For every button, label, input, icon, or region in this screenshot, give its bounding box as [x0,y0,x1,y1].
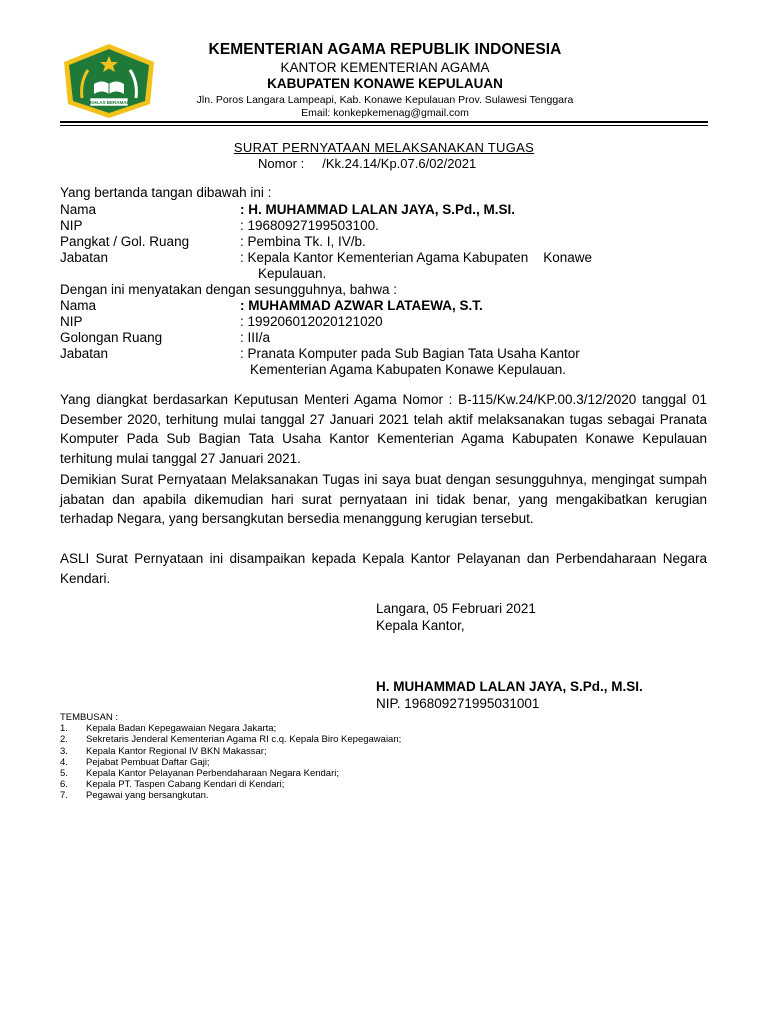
carbon-copy-list [60,712,401,802]
letter-number-label: Nomor : [258,156,305,171]
letter-title-block [0,139,768,157]
office-address: Jln. Poros Langara Lampeapi, Kab. Konawe Kepulauan Prov. Sulawesi Tenggara [196,94,574,106]
signature-name: H. MUHAMMAD LALAN JAYA, S.Pd., M.SI. [376,679,643,694]
body-paragraph-2: Demikian Surat Pernyataan Melaksanakan Tugas ini saya buat dengan sesungguhnya, mengingat sumpah jabatan dan apabila dikemudian hari surat pernyataan ini tidak benar, yang mengakibatkan kerugian terhadap Negara, yang bersangkutan bersedia menanggung kerugian tersebut. [60,472,707,526]
subject-intro: Dengan ini menyatakan dengan sesungguhnya, bahwa : [60,282,397,297]
signer-position-label: Jabatan [60,250,109,265]
kemenag-emblem-icon [60,42,158,120]
body-paragraph-1: Yang diangkat berdasarkan Keputusan Menteri Agama Nomor : B-115/Kw.24/KP.00.3/12/2020 tanggal 01 Desember 2020, terhitung mulai tanggal 27 Januari 2021 telah aktif melaksanakan tugas sebagai Pranata Komputer Pada Sub Bagian Tata Usaha Kantor Kementerian Agama Kabupaten Konawe Kepulauan terhitung mulai tanggal 27 Januari 2021. [60,392,707,466]
signer-rank-label: Pangkat / Gol. Ruang [60,234,190,249]
subject-name-label: Nama [60,298,97,313]
signer-nip-label: NIP [60,218,83,233]
signature-nip: NIP. 196809271995031001 [376,696,540,711]
list-item: 2. Sekretaris Jenderal Kementerian Agama RI c.q. Kepala Biro Kepegawaian; [60,734,402,746]
subject-grade-label: Golongan Ruang [60,330,163,345]
signature-place-date: Langara, 05 Februari 2021 [376,601,536,616]
subject-nip-label: NIP [60,314,83,329]
list-item: 6. Kepala PT. Taspen Cabang Kendari di Kendari; [60,779,285,791]
signer-nip-value: : 19680927199503100. [240,218,379,233]
signer-name-value: : H. MUHAMMAD LALAN JAYA, S.Pd., M.SI. [240,202,516,217]
signer-position-value: : Kepala Kantor Kementerian Agama Kabupaten Konawe [240,250,592,265]
regency-name: KABUPATEN KONAWE KEPULAUAN [267,76,503,91]
body-paragraph-3: ASLI Surat Pernyataan ini disampaikan kepada Kepala Kantor Pelayanan dan Perbendaharaan Negara Kendari. [60,551,707,586]
list-item: 1. Kepala Badan Kepegawaian Negara Jakarta; [60,723,277,735]
letterhead [160,40,610,120]
ministry-name: KEMENTERIAN AGAMA REPUBLIK INDONESIA [208,41,562,58]
subject-position-label: Jabatan [60,346,109,361]
subject-position-value-cont: Kementerian Agama Kabupaten Konawe Kepulauan. [250,362,566,377]
letterhead-rule-thick [60,121,708,123]
logo-ribbon-text: IKHLAS BERAMAL [88,100,130,105]
carbon-copy-items [60,723,401,801]
list-item: 3. Kepala Kantor Regional IV BKN Makassar; [60,745,267,757]
subject-nip-value: : 199206012020121020 [240,314,383,329]
subject-name-value: : MUHAMMAD AZWAR LATAEWA, S.T. [240,298,483,313]
office-name: KANTOR KEMENTERIAN AGAMA [280,60,490,75]
signer-intro: Yang bertanda tangan dibawah ini : [60,185,272,200]
office-email: Email: konkepkemenag@gmail.com [301,107,469,119]
letter-number [258,156,476,171]
carbon-copy-heading: TEMBUSAN : [60,712,119,723]
signer-name-label: Nama [60,202,97,217]
list-item: 4. Pejabat Pembuat Daftar Gaji; [60,756,210,768]
signer-position-value-cont: Kepulauan. [258,266,327,281]
list-item: 5. Kepala Kantor Pelayanan Perbendaharaan Negara Kendari; [60,768,339,780]
subject-position-value: : Pranata Komputer pada Sub Bagian Tata Usaha Kantor [240,346,580,361]
letter-title: SURAT PERNYATAAN MELAKSANAKAN TUGAS [233,140,535,155]
letterhead-rule-thin [60,125,708,126]
signature-position: Kepala Kantor, [376,618,465,633]
subject-grade-value: : III/a [240,330,271,345]
list-item: 7. Pegawai yang bersangkutan. [60,790,209,802]
letter-number-value: /Kk.24.14/Kp.07.6/02/2021 [322,156,477,171]
signer-rank-value: : Pembina Tk. I, IV/b. [240,234,366,249]
